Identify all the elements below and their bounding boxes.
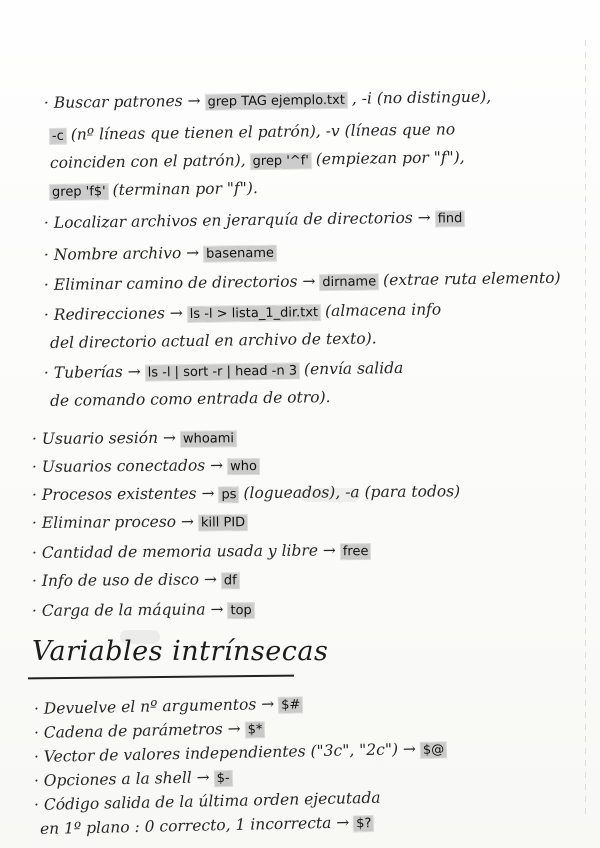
note-text: · Buscar patrones →: [43, 91, 206, 112]
highlighted-command: df: [223, 573, 237, 589]
note-text: · Usuario sesión →: [31, 428, 181, 448]
highlighted-command: find: [437, 211, 463, 227]
note-text: de comando como entrada de otro).: [49, 388, 331, 410]
note-text: (empiezan por "f"),: [310, 148, 465, 169]
highlighted-command: basename: [205, 245, 275, 262]
highlighted-command: who: [229, 459, 257, 475]
highlighted-command: kill PID: [200, 515, 246, 531]
note-text: del directorio actual en archivo de texto).: [49, 329, 377, 352]
note-text: en 1º plano : 0 correcto, 1 incorrecta →: [39, 813, 355, 838]
note-text: · Localizar archivos en jerarquía de directorios →: [43, 208, 436, 232]
note-text: coinciden con el patrón),: [49, 151, 251, 172]
note-text: · Devuelve el nº argumentos →: [33, 694, 280, 718]
highlighted-command: $?: [356, 816, 372, 832]
note-line: [50, 323, 377, 358]
note-text: · Tuberías →: [43, 362, 146, 382]
highlighted-command: -c: [51, 128, 64, 144]
note-text: · Eliminar proceso →: [31, 512, 200, 532]
section-heading: Variables intrínsecas: [32, 636, 329, 667]
note-text: (extrae ruta elemento): [378, 268, 561, 290]
note-text: (envía salida: [298, 358, 404, 379]
note-line: [50, 173, 258, 208]
highlighted-command: $*: [247, 722, 263, 738]
note-text: · Eliminar camino de directorios →: [43, 272, 321, 294]
note-text: · Opciones a la shell →: [33, 768, 215, 790]
note-text: · Info de uso de disco →: [31, 570, 222, 590]
highlighted-command: ps: [221, 487, 237, 503]
highlighted-command: grep 'f$': [51, 184, 106, 200]
note-text: · Carga de la máquina →: [31, 600, 229, 620]
note-line: [32, 506, 247, 540]
note-text: (terminan por "f").: [107, 179, 258, 200]
highlighted-command: grep '^f': [252, 153, 309, 170]
highlighted-command: grep TAG ejemplo.txt: [207, 92, 346, 110]
note-text: (almacena info: [319, 300, 442, 321]
highlighted-command: free: [342, 544, 369, 560]
note-line: [40, 807, 374, 846]
note-text: · Nombre archivo →: [43, 243, 205, 264]
note-text: · Vector de valores independientes ("3c", "2c") →: [33, 739, 422, 766]
heading-underline: [28, 675, 294, 680]
note-text: (logueados), -a (para todos): [238, 482, 461, 503]
note-line: [32, 564, 239, 598]
highlighted-command: $#: [281, 697, 301, 713]
highlighted-command: dirname: [322, 274, 377, 291]
highlighted-command: whoami: [182, 431, 235, 447]
note-text: · Código salida de la última orden ejecutada: [33, 788, 381, 814]
highlighted-command: ls -l | sort -r | head -n 3: [147, 363, 298, 381]
note-line: [32, 594, 254, 628]
page-edge-line: [585, 40, 586, 820]
note-text: · Cadena de parámetros →: [33, 719, 246, 742]
highlighted-command: $@: [422, 742, 445, 758]
note-text: · Usuarios conectados →: [31, 456, 229, 476]
note-text: , -i (no distingue),: [346, 87, 492, 108]
note-text: · Cantidad de memoria usada y libre →: [31, 541, 341, 562]
note-text: · Procesos existentes →: [31, 484, 220, 504]
note-text: · Redirecciones →: [43, 303, 188, 324]
note-line: [44, 202, 465, 240]
note-line: [50, 382, 331, 416]
note-text: (nº líneas que tienen el patrón), -v (líneas que no: [65, 120, 456, 144]
highlighted-command: top: [230, 603, 252, 619]
highlighted-command: $-: [216, 770, 230, 787]
highlighted-command: ls -l > lista_1_dir.txt: [189, 305, 319, 322]
